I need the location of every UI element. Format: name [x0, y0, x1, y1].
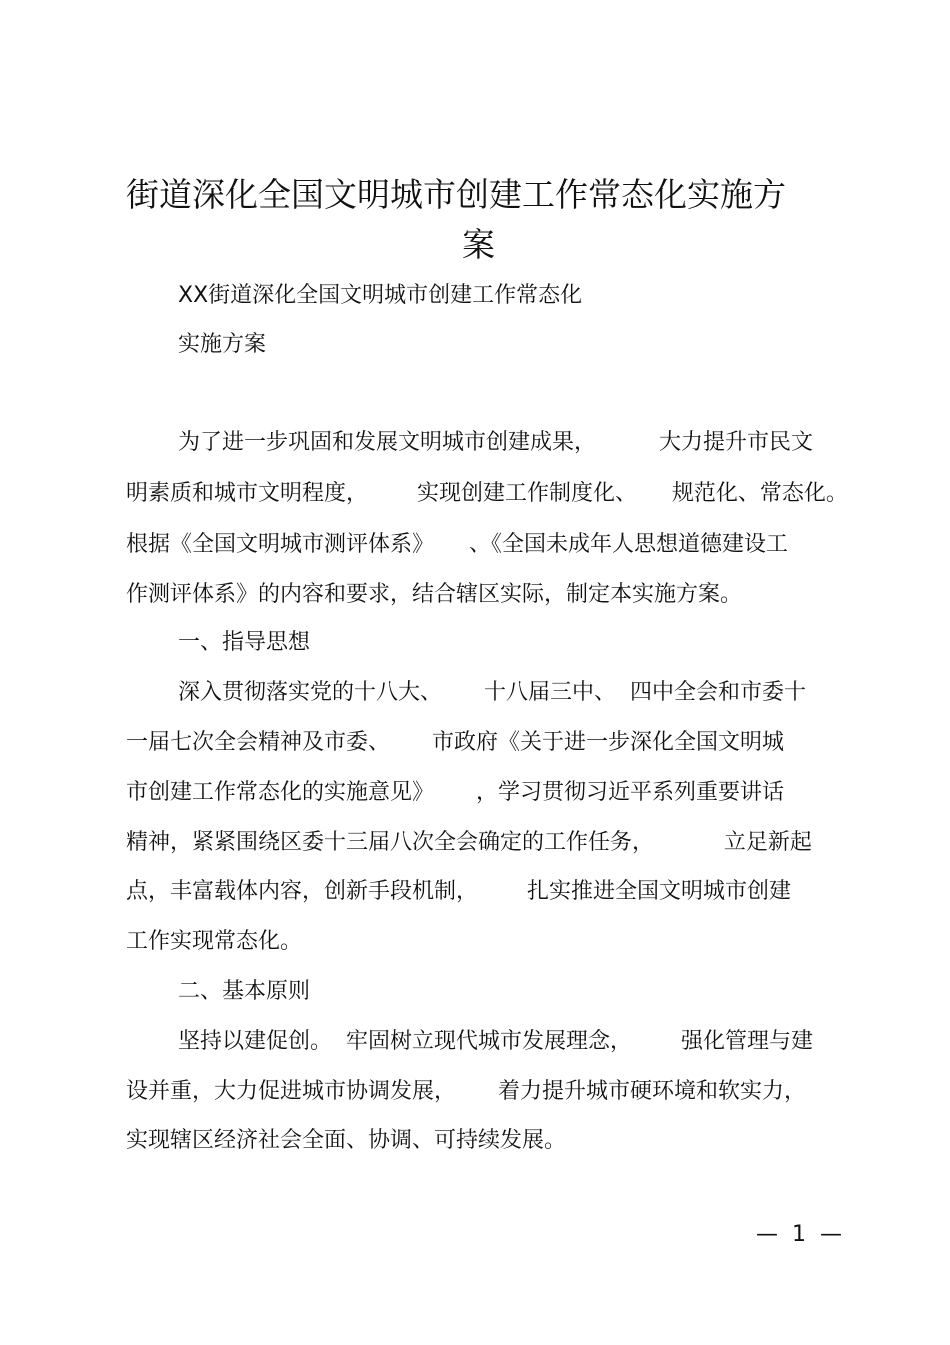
document-title-line-2: 案 [462, 225, 495, 264]
body-line-13: 实现辖区经济社会全面、协调、可持续发展。 [126, 1128, 567, 1153]
body-line-11: 坚持以建促创。 牢固树立现代城市发展理念， 强化管理与建 [178, 1029, 813, 1054]
document-title-line-1: 街道深化全国文明城市创建工作常态化实施方 [126, 175, 786, 214]
body-line-6: 一届七次全会精神及市委、 市政府《关于进一步深化全国文明城 [126, 730, 784, 755]
subtitle-line-2: 实施方案 [178, 332, 267, 357]
subtitle-line-1: XX街道深化全国文明城市创建工作常态化 [178, 283, 583, 308]
section-heading-1: 一、指导思想 [178, 630, 311, 655]
body-line-8: 精神，紧紧围绕区委十三届八次全会确定的工作任务， 立足新起 [126, 830, 812, 855]
body-line-7: 市创建工作常态化的实施意见》 ，学习贯彻习近平系列重要讲话 [126, 780, 784, 805]
section-heading-2: 二、基本原则 [178, 979, 311, 1004]
body-line-12: 设并重，大力促进城市协调发展， 着力提升城市硬环境和软实力， [126, 1079, 806, 1104]
body-line-10: 工作实现常态化。 [126, 929, 303, 954]
body-line-3: 根据《全国文明城市测评体系》 、《全国未成年人思想道德建设工 [126, 532, 788, 557]
body-line-4: 作测评体系》的内容和要求，结合辖区实际，制定本实施方案。 [126, 582, 743, 607]
body-line-1: 为了进一步巩固和发展文明城市创建成果， 大力提升市民文 [178, 430, 813, 455]
body-line-5: 深入贯彻落实党的十八大、 十八届三中、 四中全会和市委十 [178, 680, 806, 705]
body-line-2: 明素质和城市文明程度， 实现创建工作制度化、 规范化、常态化。 [126, 481, 848, 506]
body-line-9: 点，丰富载体内容，创新手段机制， 扎实推进全国文明城市创建 [126, 879, 791, 904]
page-number: — 1 — [756, 1222, 842, 1247]
